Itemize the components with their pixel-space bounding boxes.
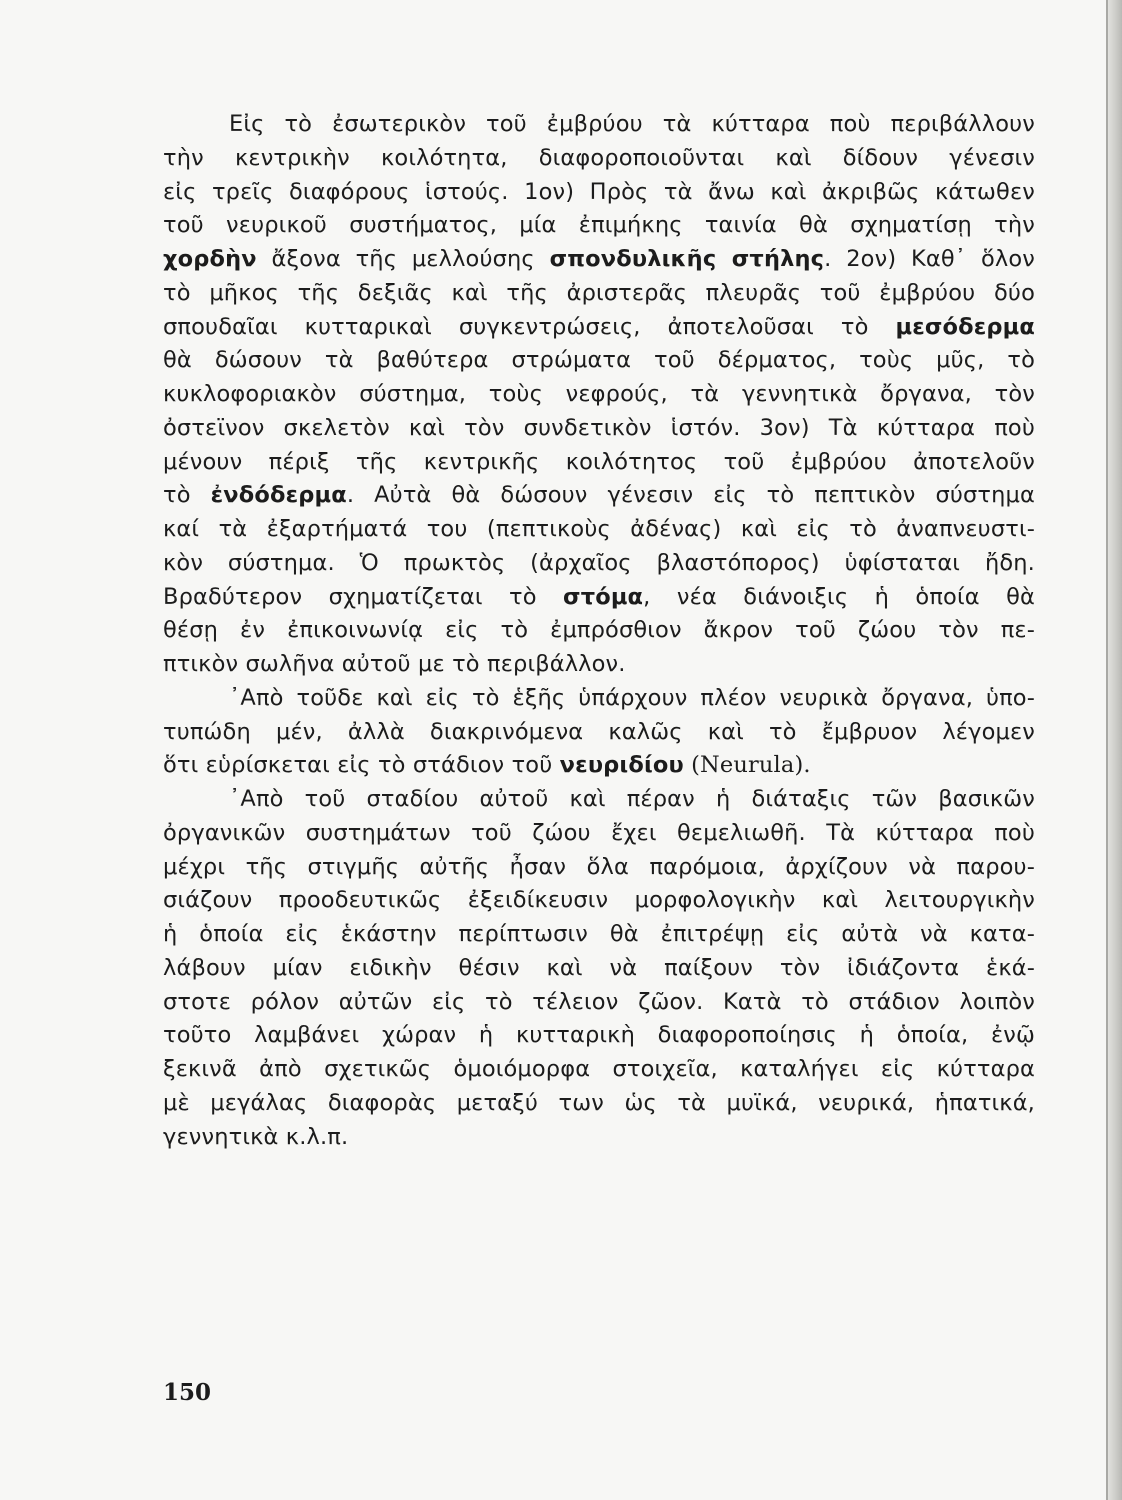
bold-term: στόμα [563,583,644,610]
text-segment: (Neurula). [683,752,811,779]
text-segment: ᾿Απὸ τοῦ σταδίου αὐτοῦ καὶ πέραν ἡ διάταξις τῶν βασικῶν [229,786,1035,812]
text-line [163,513,1035,547]
text-segment: θέσῃ ἐν ἐπικοινωνίᾳ εἰς τὸ ἐμπρόσθιον ἄκρον τοῦ ζώου τὸν πε- [163,617,1035,644]
bold-term: νευριδίου [559,752,684,779]
text-line [163,749,1035,783]
text-line [163,682,1035,716]
text-line [163,311,1035,345]
text-segment: πτικὸν σωλῆνα αὐτοῦ με τὸ περιβάλλον. [163,651,626,677]
text-line [163,1053,1035,1087]
paragraph [163,108,1035,682]
bold-term: σπονδυλικῆς στήλης [549,246,825,272]
text-segment: τὸ μῆκος τῆς δεξιᾶς καὶ τῆς ἀριστερᾶς πλευρᾶς τοῦ ἐμβρύου δύο [163,279,1035,306]
text-segment: ᾿Απὸ τοῦδε καὶ εἰς τὸ ἑξῆς ὑπάρχουν πλέον νευρικὰ ὄργανα, ὑπο- [229,684,1035,711]
text-segment: ἄξονα τῆς μελλούσης [256,246,550,272]
text-line [163,108,1035,142]
bold-term: χορδὴν [163,246,257,272]
text-line [163,884,1035,918]
body-text [163,108,1035,1154]
text-segment: τοῦ νευρικοῦ συστήματος, μία ἐπιμήκης ταινία θὰ σχηματίσῃ τὴν [163,212,1035,239]
text-segment: ὀστεϊνον σκελετὸν καὶ τὸν συνδετικὸν ἱστόν. 3ον) Τὰ κύτταρα ποὺ [163,414,1035,441]
bold-term: μεσόδερμα [895,313,1035,340]
text-segment: μέχρι τῆς στιγμῆς αὐτῆς ἦσαν ὅλα παρόμοια, ἀρχίζουν νὰ παρου- [163,853,1035,880]
text-line [163,952,1035,986]
text-line [163,614,1035,648]
text-line [163,412,1035,446]
text-segment: λάβουν μίαν ειδικὴν θέσιν καὶ νὰ παίξουν τὸν ἰδιάζοντα ἑκά- [163,954,1035,981]
text-segment: ὅτι εὑρίσκεται εἰς τὸ στάδιον τοῦ [163,752,560,779]
text-segment: . 2ον) Καθ᾽ ὅλον [824,246,1035,272]
paragraph [163,682,1035,783]
text-segment: σιάζουν προοδευτικῶς ἐξειδίκευσιν μορφολογικὴν καὶ λειτουργικὴν [163,887,1035,914]
text-line [163,209,1035,243]
text-line [163,716,1035,750]
text-line [163,851,1035,885]
text-segment: εἰς τρεῖς διαφόρους ἱστούς. 1ον) Πρὸς τὰ ἄνω καὶ ἀκριβῶς κάτωθεν [163,178,1035,205]
text-segment: γεννητικὰ κ.λ.π. [163,1123,349,1150]
text-line [163,479,1035,513]
text-segment: τυπώδη μέν, ἀλλὰ διακρινόμενα καλῶς καὶ τὸ ἔμβρυον λέγομεν [163,718,1035,745]
page-edge-line [1106,0,1108,1500]
text-segment: . Αὐτὰ θὰ δώσουν γένεσιν εἰς τὸ πεπτικὸν σύστημα [346,482,1035,509]
text-line [163,277,1035,311]
text-line [163,547,1035,581]
text-line [163,1121,1035,1155]
text-segment: κὸν σύστημα. Ὁ πρωκτὸς (ἀρχαῖος βλαστόπορος) ὑφίσταται ἤδη. [163,549,1035,576]
bold-term: ἐνδόδερμα [210,482,347,509]
text-line [163,986,1035,1020]
text-line [163,446,1035,480]
text-segment: , νέα διάνοιξις ἡ ὁποία θὰ [643,583,1036,610]
text-segment: σπουδαῖαι κυτταρικαὶ συγκεντρώσεις, ἀποτελοῦσαι τὸ [163,313,896,340]
text-segment: κυκλοφοριακὸν σύστημα, τοὺς νεφρούς, τὰ γεννητικὰ ὄργανα, τὸν [163,381,1035,407]
text-line [163,344,1035,378]
page-edge-shadow [1106,0,1122,1500]
text-line [163,817,1035,851]
text-segment: τὸ [163,482,211,509]
text-segment: Βραδύτερον σχηματίζεται τὸ [163,583,564,610]
text-segment: τὴν κεντρικὴν κοιλότητα, διαφοροποιοῦνται καὶ δίδουν γένεσιν [163,144,1035,171]
paragraph [163,783,1035,1154]
text-segment: τοῦτο λαμβάνει χώραν ἡ κυτταρικὴ διαφοροποίησις ἡ ὁποία, ἐνῷ [163,1022,1035,1049]
page-number: 150 [163,1379,212,1406]
text-line [163,648,1035,682]
text-line [163,581,1035,615]
text-line [163,918,1035,952]
text-line [163,243,1035,277]
text-segment: ἡ ὁποία εἰς ἑκάστην περίπτωσιν θὰ ἐπιτρέψῃ εἰς αὐτὰ νὰ κατα- [163,921,1035,947]
text-line [163,1019,1035,1053]
text-segment: καί τὰ ἐξαρτήματά του (πεπτικοὺς ἀδένας) καὶ εἰς τὸ ἀναπνευστι- [163,516,1035,542]
text-line [163,378,1035,412]
text-line [163,176,1035,210]
text-line [163,783,1035,817]
text-segment: θὰ δώσουν τὰ βαθύτερα στρώματα τοῦ δέρματος, τοὺς μῦς, τὸ [163,347,1035,374]
text-line [163,142,1035,176]
text-segment: ξεκινᾶ ἀπὸ σχετικῶς ὁμοιόμορφα στοιχεῖα, καταλήγει εἰς κύτταρα [163,1056,1035,1082]
text-segment: Εἰς τὸ ἐσωτερικὸν τοῦ ἐμβρύου τὰ κύτταρα ποὺ περιβάλλουν [229,111,1035,137]
text-segment: στοτε ρόλον αὐτῶν εἰς τὸ τέλειον ζῶον. Κατὰ τὸ στάδιον λοιπὸν [163,988,1035,1015]
text-segment: μὲ μεγάλας διαφορὰς μεταξύ των ὡς τὰ μυϊκά, νευρικά, ἡπατικά, [163,1089,1035,1116]
text-segment: μένουν πέριξ τῆς κεντρικῆς κοιλότητος τοῦ ἐμβρύου ἀποτελοῦν [163,448,1035,475]
text-line [163,1087,1035,1121]
text-segment: ὀργανικῶν συστημάτων τοῦ ζώου ἔχει θεμελιωθῆ. Τὰ κύτταρα ποὺ [163,819,1035,846]
